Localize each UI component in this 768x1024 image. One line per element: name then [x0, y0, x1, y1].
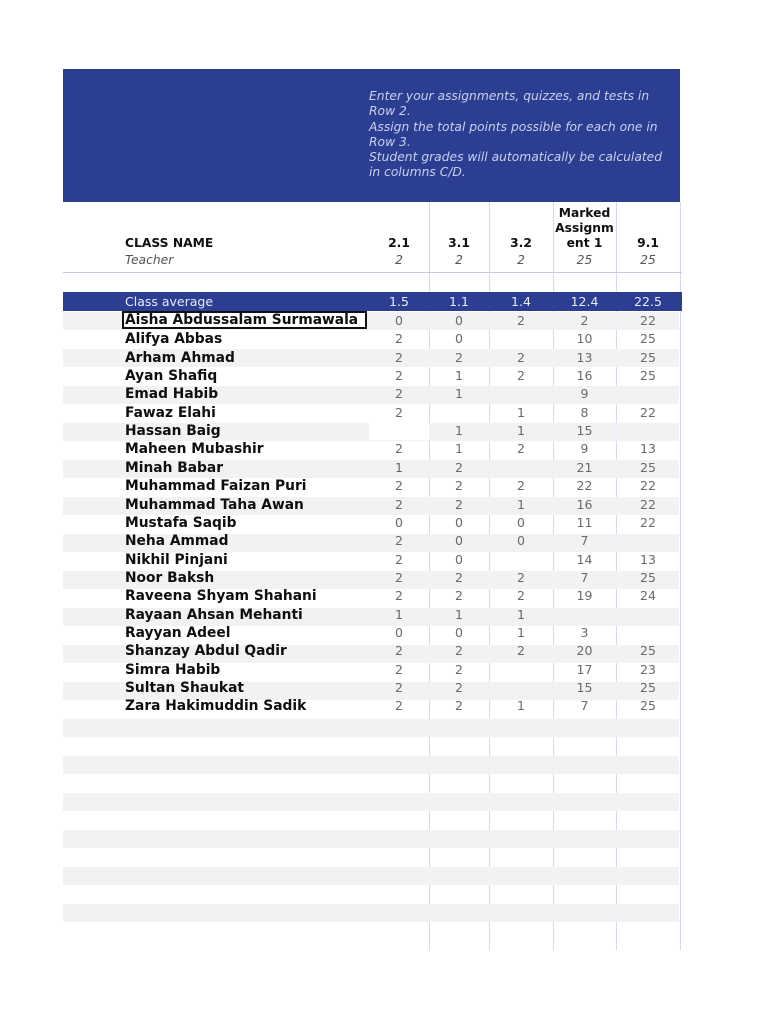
- grade-cell[interactable]: 13: [576, 349, 593, 365]
- instruction-line: Row 2.: [369, 104, 411, 119]
- instruction-line: Enter your assignments, quizzes, and tests in: [369, 89, 650, 103]
- grade-cell[interactable]: 25: [640, 680, 656, 695]
- grade-cell[interactable]: 22: [640, 478, 656, 494]
- grade-cell[interactable]: 0: [455, 331, 463, 347]
- student-name-cell[interactable]: Emad Habib: [125, 386, 219, 403]
- student-row: [0, 330, 768, 348]
- assignment-header-line: 9.1: [637, 236, 659, 250]
- row-stripe: [63, 756, 679, 774]
- grade-cell[interactable]: 2: [455, 643, 463, 659]
- assignment-header[interactable]: [489, 236, 553, 251]
- grade-cell[interactable]: 17: [576, 661, 593, 677]
- student-name-cell[interactable]: Maheen Mubashir: [125, 441, 264, 458]
- student-row: [0, 532, 768, 550]
- grade-cell[interactable]: 22: [640, 313, 656, 328]
- grade-cell[interactable]: 2: [517, 368, 525, 384]
- grade-cell[interactable]: 14: [576, 551, 593, 567]
- grade-cell[interactable]: 22: [640, 404, 656, 420]
- grade-cell[interactable]: 2: [455, 349, 463, 365]
- student-name-cell[interactable]: Shanzay Abdul Qadir: [125, 643, 287, 660]
- student-name-cell[interactable]: Aisha Abdussalam Surmawala: [122, 311, 367, 329]
- student-row: [0, 679, 768, 697]
- student-row: [0, 569, 768, 587]
- instruction-line: Row 3.: [369, 134, 411, 149]
- student-row: [0, 642, 768, 660]
- grade-cell[interactable]: 1: [455, 386, 463, 402]
- grade-cell[interactable]: 2: [517, 349, 525, 365]
- grade-cell[interactable]: 15: [576, 680, 593, 695]
- student-name-cell[interactable]: Fawaz Elahi: [125, 404, 216, 421]
- student-name-cell[interactable]: Rayyan Adeel: [125, 624, 231, 641]
- class-name-label[interactable]: CLASS NAME: [125, 236, 214, 250]
- student-name-cell[interactable]: Noor Baksh: [125, 569, 215, 586]
- grade-cell[interactable]: 19: [576, 588, 593, 604]
- assignment-header[interactable]: [429, 236, 489, 251]
- student-row: [0, 349, 768, 367]
- grade-cell[interactable]: 1: [517, 496, 525, 512]
- grade-cell[interactable]: 25: [640, 569, 656, 585]
- grade-cell[interactable]: 0: [455, 533, 463, 549]
- student-name-cell[interactable]: Hassan Baig: [125, 423, 221, 440]
- class-average-label: Class average: [125, 294, 214, 309]
- grade-cell[interactable]: 0: [517, 533, 525, 549]
- assignment-header-line: 3.2: [510, 236, 532, 250]
- header-divider: [63, 272, 682, 273]
- grade-cell[interactable]: 2: [395, 698, 403, 714]
- student-name-cell[interactable]: Arham Ahmad: [125, 349, 235, 366]
- student-name-cell[interactable]: Muhammad Taha Awan: [125, 496, 304, 513]
- student-row: [0, 661, 768, 679]
- grade-cell[interactable]: 0: [395, 624, 403, 640]
- student-row: [0, 404, 768, 422]
- grade-cell[interactable]: 2: [455, 680, 463, 695]
- grade-cell[interactable]: 2: [395, 643, 403, 659]
- assignment-points[interactable]: 25: [576, 253, 593, 267]
- grade-cell[interactable]: 1: [517, 698, 525, 714]
- row-stripe: [63, 867, 679, 885]
- grade-cell[interactable]: 2: [455, 569, 463, 585]
- grade-cell[interactable]: 9: [580, 441, 589, 457]
- grade-cell[interactable]: 3: [580, 624, 589, 640]
- student-name-cell[interactable]: Raveena Shyam Shahani: [125, 588, 317, 605]
- student-row: [0, 496, 768, 514]
- grade-cell[interactable]: 1: [517, 624, 525, 640]
- grade-cell[interactable]: 13: [640, 441, 656, 457]
- grade-cell[interactable]: 2: [395, 331, 403, 347]
- row-stripe: [63, 793, 679, 811]
- assignment-header-line: 3.1: [448, 236, 470, 250]
- assignment-header-line: 2.1: [388, 236, 410, 250]
- student-name-cell[interactable]: Minah Babar: [125, 459, 224, 476]
- grade-cell[interactable]: 24: [640, 588, 656, 604]
- grade-cell[interactable]: 1: [455, 368, 463, 384]
- grade-cell[interactable]: 22: [640, 496, 656, 512]
- assignment-points[interactable]: 25: [640, 253, 656, 267]
- grade-cell[interactable]: 16: [576, 368, 593, 384]
- grade-cell[interactable]: 2: [517, 441, 525, 457]
- grade-cell[interactable]: 21: [576, 459, 593, 475]
- grade-cell[interactable]: 2: [395, 478, 403, 494]
- student-name-cell[interactable]: Sultan Shaukat: [125, 680, 244, 696]
- class-average-value: 1.1: [449, 294, 469, 309]
- grade-cell[interactable]: 2: [517, 569, 525, 585]
- grade-cell[interactable]: 2: [517, 588, 525, 604]
- grade-cell[interactable]: 2: [580, 313, 589, 328]
- grade-cell[interactable]: 1: [395, 606, 403, 622]
- grade-cell[interactable]: 0: [395, 313, 403, 328]
- assignment-points[interactable]: 2: [517, 253, 525, 267]
- student-row: [0, 606, 768, 624]
- student-row: [0, 551, 768, 569]
- student-row: [0, 514, 768, 532]
- instructions-text: [369, 89, 674, 181]
- student-row: [0, 459, 768, 477]
- grade-cell[interactable]: 2: [517, 643, 525, 659]
- assignment-header-line: ent 1: [566, 236, 603, 250]
- grade-cell[interactable]: 1: [517, 423, 525, 439]
- student-name-cell[interactable]: Zara Hakimuddin Sadik: [125, 698, 307, 715]
- grade-cell[interactable]: 0: [455, 551, 463, 567]
- grade-cell[interactable]: 2: [517, 478, 525, 494]
- grade-cell[interactable]: 0: [455, 624, 463, 640]
- grade-cell[interactable]: 2: [395, 588, 403, 604]
- grade-cell[interactable]: 2: [395, 404, 403, 420]
- grade-cell[interactable]: 2: [395, 551, 403, 567]
- grade-cell[interactable]: 2: [455, 496, 463, 512]
- student-name-cell[interactable]: Neha Ammad: [125, 533, 229, 550]
- grade-cell[interactable]: 10: [576, 331, 593, 347]
- assignment-points[interactable]: 2: [455, 253, 463, 267]
- student-name-cell[interactable]: Mustafa Saqib: [125, 514, 237, 531]
- student-row: [0, 587, 768, 605]
- grade-cell[interactable]: 2: [517, 313, 525, 328]
- grade-cell[interactable]: 25: [640, 349, 656, 365]
- grade-cell[interactable]: 8: [580, 404, 589, 420]
- assignment-header[interactable]: [616, 236, 680, 251]
- teacher-label[interactable]: Teacher: [125, 253, 174, 267]
- grade-cell[interactable]: 2: [395, 349, 403, 365]
- grade-cell[interactable]: 22: [576, 478, 593, 494]
- grade-cell[interactable]: 25: [640, 459, 656, 475]
- grade-cell[interactable]: 2: [395, 441, 403, 457]
- instruction-line: Student grades will automatically be calculated: [369, 150, 663, 165]
- grade-cell[interactable]: 2: [395, 368, 403, 384]
- row-stripe: [63, 830, 679, 848]
- empty-cell-block: [369, 422, 429, 440]
- grade-cell[interactable]: 11: [576, 514, 593, 530]
- instruction-line: in columns C/D.: [369, 165, 466, 180]
- grade-cell[interactable]: 1: [455, 441, 463, 457]
- student-name-cell[interactable]: Simra Habib: [125, 661, 221, 678]
- student-name-cell[interactable]: Nikhil Pinjani: [125, 551, 228, 568]
- grade-cell[interactable]: 0: [455, 313, 463, 328]
- instruction-line: Assign the total points possible for each one in: [369, 119, 658, 134]
- student-row: [0, 697, 768, 715]
- student-row: [0, 422, 768, 440]
- assignment-header-line: Marked: [558, 206, 611, 220]
- student-row: [0, 367, 768, 385]
- class-average-value: 22.5: [634, 294, 662, 309]
- grade-cell[interactable]: 25: [640, 331, 656, 347]
- student-row: [0, 385, 768, 403]
- grade-cell[interactable]: 1: [517, 606, 525, 622]
- assignment-header[interactable]: [369, 236, 429, 251]
- grade-cell[interactable]: 7: [580, 569, 589, 585]
- grade-cell[interactable]: 2: [455, 698, 463, 714]
- assignment-points[interactable]: 2: [395, 253, 403, 267]
- grade-cell[interactable]: 22: [640, 514, 656, 530]
- grade-cell[interactable]: 0: [455, 514, 463, 530]
- grade-cell[interactable]: 1: [517, 404, 525, 420]
- row-stripe: [63, 719, 679, 737]
- grade-cell[interactable]: 7: [580, 533, 589, 549]
- grade-cell[interactable]: 16: [576, 496, 593, 512]
- student-name-cell[interactable]: Muhammad Faizan Puri: [125, 478, 307, 495]
- grade-cell[interactable]: 2: [395, 533, 403, 549]
- grade-cell[interactable]: 2: [395, 661, 403, 677]
- grade-cell[interactable]: 2: [395, 386, 403, 402]
- grade-cell[interactable]: 0: [395, 514, 403, 530]
- grade-cell[interactable]: 7: [580, 698, 589, 714]
- grade-cell[interactable]: 2: [455, 478, 463, 494]
- grade-cell[interactable]: 13: [640, 551, 656, 567]
- assignment-header-line: Assignm: [555, 221, 614, 235]
- class-average-value: 12.4: [570, 294, 599, 309]
- student-row: [0, 624, 768, 642]
- student-row: [0, 312, 768, 330]
- grade-cell[interactable]: 0: [517, 514, 525, 530]
- grade-cell[interactable]: 25: [640, 368, 656, 384]
- class-average-value: 1.5: [389, 294, 409, 309]
- grade-cell[interactable]: 9: [580, 386, 589, 402]
- grade-cell[interactable]: 2: [455, 661, 463, 677]
- grade-cell[interactable]: 2: [395, 496, 403, 512]
- grade-cell[interactable]: 1: [455, 423, 463, 439]
- row-stripe: [63, 904, 679, 922]
- student-name-cell[interactable]: Rayaan Ahsan Mehanti: [125, 606, 303, 623]
- grade-cell[interactable]: 2: [395, 569, 403, 585]
- grade-cell[interactable]: 1: [455, 606, 463, 622]
- grade-cell[interactable]: 2: [395, 680, 403, 695]
- grade-cell[interactable]: 20: [576, 643, 593, 659]
- assignment-header[interactable]: [553, 206, 616, 251]
- grade-cell[interactable]: 25: [640, 698, 656, 714]
- grade-cell[interactable]: 2: [455, 588, 463, 604]
- class-average-value: 1.4: [511, 294, 531, 309]
- grade-cell[interactable]: 15: [576, 423, 593, 439]
- grade-cell[interactable]: 25: [640, 643, 656, 659]
- grade-cell[interactable]: 23: [640, 661, 656, 677]
- student-row: [0, 477, 768, 495]
- student-name-cell[interactable]: Alifya Abbas: [125, 331, 223, 348]
- grade-cell[interactable]: 2: [455, 459, 463, 475]
- grade-cell[interactable]: 1: [395, 459, 403, 475]
- student-name-cell[interactable]: Ayan Shafiq: [125, 368, 218, 385]
- student-row: [0, 440, 768, 458]
